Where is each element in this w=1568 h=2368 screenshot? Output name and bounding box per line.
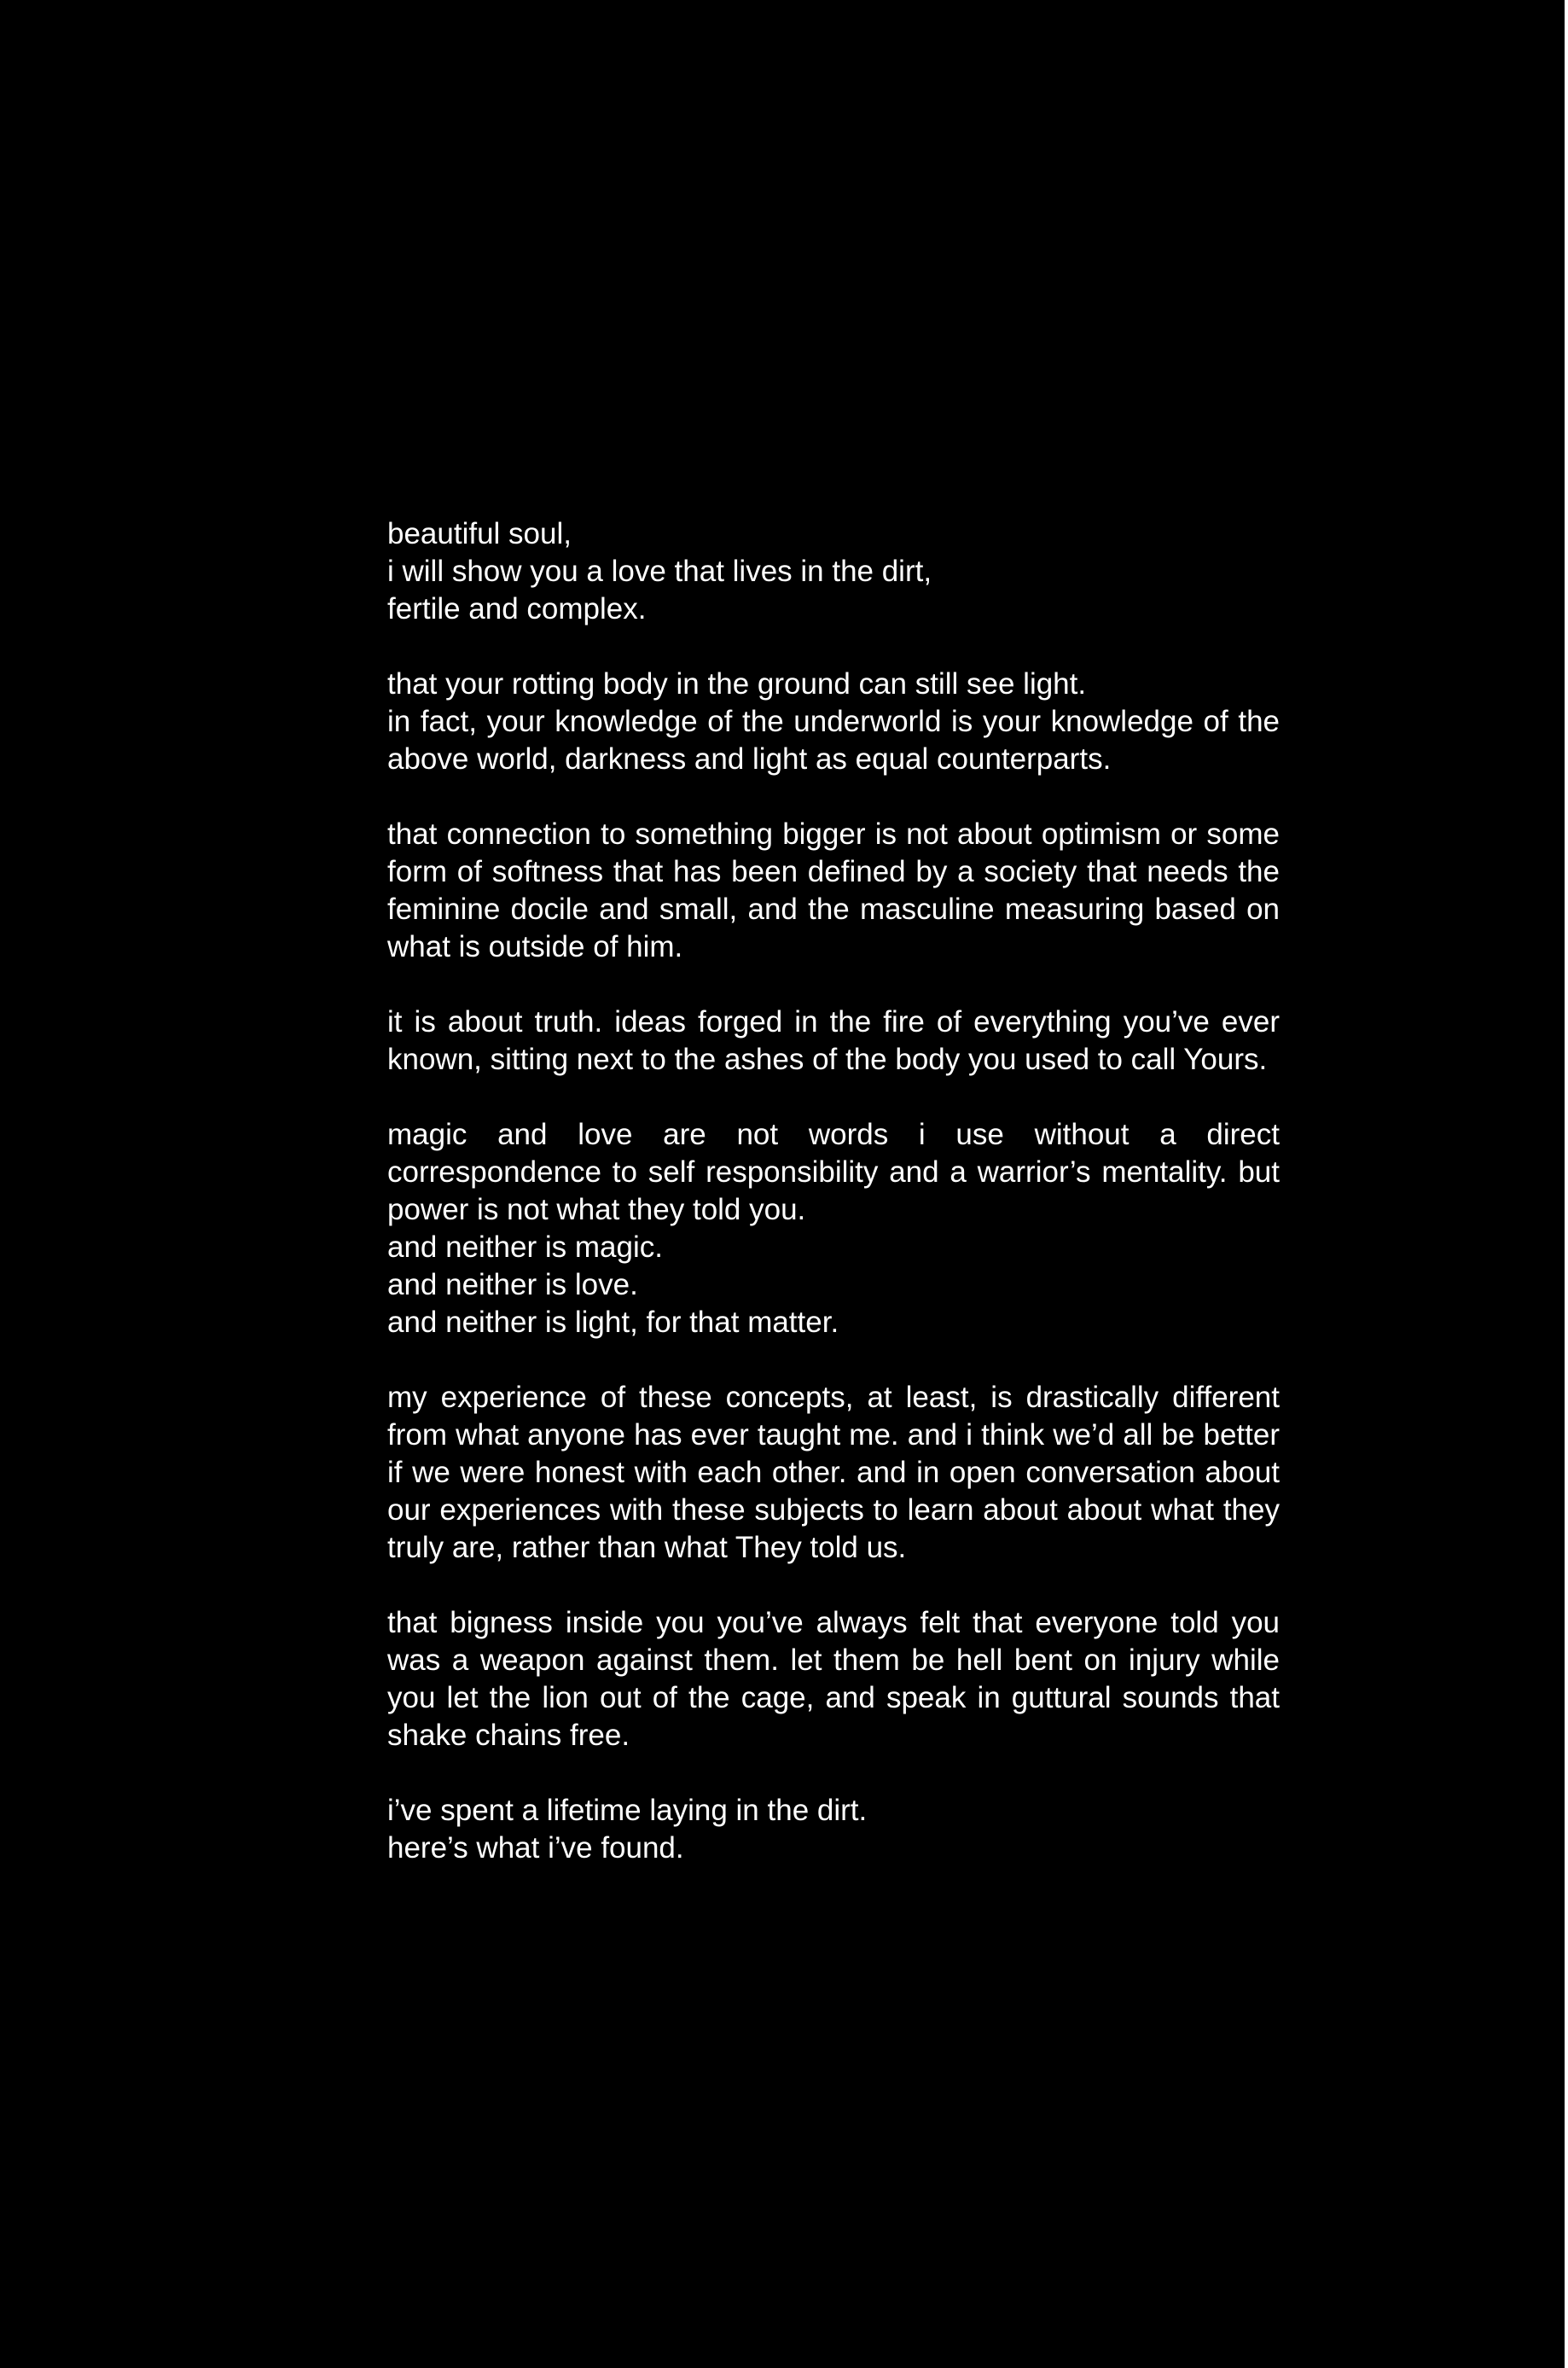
stanza-2 bbox=[387, 666, 1280, 778]
poem-paragraph: magic and love are not words i use without a direct correspondence to self responsibility and a warrior’s mentality. but power is not what they told you. bbox=[387, 1118, 1280, 1226]
poem-line: i will show you a love that lives in the dirt, bbox=[387, 555, 932, 588]
stanza-5 bbox=[387, 1116, 1280, 1341]
stanza-7: that bigness inside you you’ve always felt that everyone told you was a weapon against them. let them be hell bent on injury while you let the lion out of the cage, and speak in guttural sounds that shake chains free. bbox=[387, 1606, 1280, 1752]
stanza-6: my experience of these concepts, at least, is drastically different from what anyone has ever taught me. and i think we’d all be better if we were honest with each other. and in open conversation about our experiences with these subjects to learn about about what they truly are, rather than what They told us. bbox=[387, 1381, 1280, 1564]
poem-line: i’ve spent a lifetime laying in the dirt. bbox=[387, 1794, 868, 1827]
poem-paragraph: in fact, your knowledge of the underworld is your knowledge of the above world, darkness and light as equal counterparts. bbox=[387, 705, 1280, 776]
stanza-8 bbox=[387, 1792, 1280, 1867]
stanza-4: it is about truth. ideas forged in the fire of everything you’ve ever known, sitting next to the ashes of the body you used to call Yours. bbox=[387, 1005, 1280, 1076]
poem-line: that your rotting body in the ground can still see light. bbox=[387, 667, 1087, 701]
stanza-1 bbox=[387, 515, 1280, 628]
poem-line: beautiful soul, bbox=[387, 517, 572, 550]
poem-text bbox=[387, 515, 1280, 1867]
poem-line: and neither is magic. bbox=[387, 1231, 663, 1264]
poem-line: and neither is light, for that matter. bbox=[387, 1306, 839, 1339]
poem-line: and neither is love. bbox=[387, 1268, 638, 1301]
page-edge-divider bbox=[1565, 0, 1568, 2368]
stanza-3: that connection to something bigger is not about optimism or some form of softness that has been defined by a society that needs the feminine docile and small, and the masculine measuring based on what is outside of him. bbox=[387, 817, 1280, 963]
poem-line: here’s what i’ve found. bbox=[387, 1831, 684, 1865]
poem-line: fertile and complex. bbox=[387, 592, 647, 625]
